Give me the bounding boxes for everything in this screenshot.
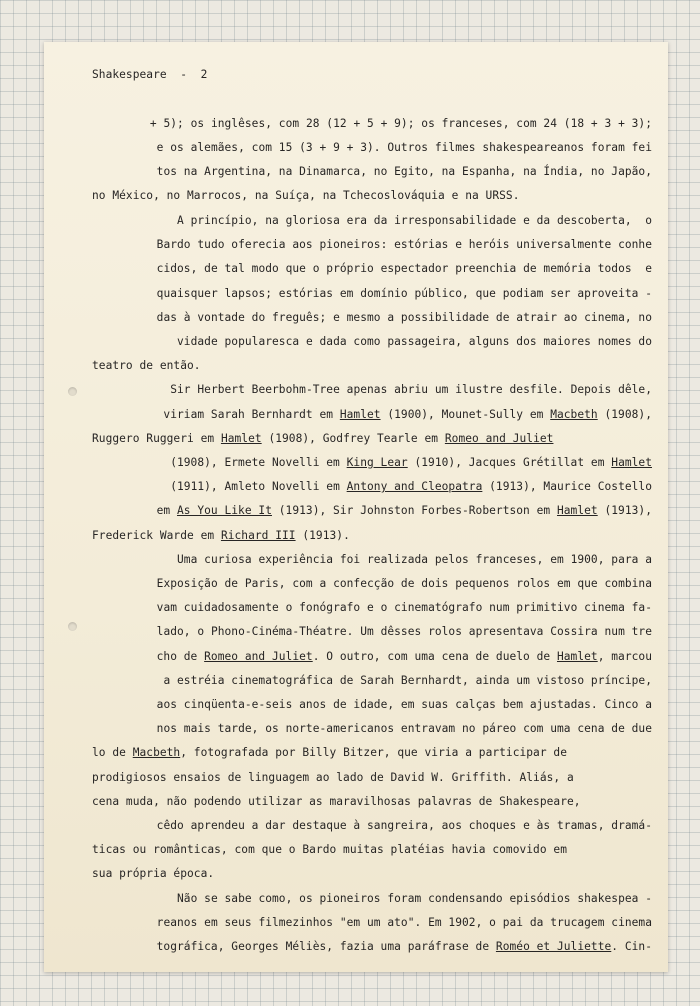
underlined-title: Roméo et Juliette <box>495 940 612 953</box>
underlined-title: Hamlet <box>556 650 598 663</box>
text-line: tos na Argentina, na Dinamarca, no Egito, na Espanha, na Índia, no Japão, <box>156 165 652 178</box>
underlined-title: As You Like It <box>176 504 272 517</box>
underlined-title: Macbeth <box>132 746 181 759</box>
text-line: reanos em seus filmezinhos "em um ato". Em 1902, o pai da trucagem cinema <box>156 916 652 929</box>
text-line: + 5); os inglêses, com 28 (12 + 5 + 9); os franceses, com 24 (18 + 3 + 3); <box>149 117 652 130</box>
text-line: lo de Macbeth, fotografada por Billy Bitzer, que viria a participar de <box>92 746 567 759</box>
text-line: das à vontade do freguês; e mesmo a possibilidade de atrair ao cinema, no <box>156 311 652 324</box>
text-line: teatro de então. <box>92 359 201 372</box>
typewritten-page <box>44 42 668 972</box>
underlined-title: Antony and Cleopatra <box>346 480 483 493</box>
punch-hole <box>68 622 77 631</box>
text-line: (1908), Ermete Novelli em King Lear (1910), Jacques Grétillat em Hamlet <box>170 456 652 469</box>
text-line: A princípio, na gloriosa era da irresponsabilidade e da descoberta, o <box>177 214 652 227</box>
text-line: sua própria época. <box>92 867 215 880</box>
underlined-title: Romeo and Juliet <box>444 432 554 445</box>
text-line: (1911), Amleto Novelli em Antony and Cleopatra (1913), Maurice Costello <box>170 480 652 493</box>
underlined-title: Hamlet <box>220 432 262 445</box>
text-line: em As You Like It (1913), Sir Johnston Forbes-Robertson em Hamlet (1913), <box>156 504 652 517</box>
underlined-title: Macbeth <box>550 408 598 421</box>
underlined-title: Hamlet <box>339 408 381 421</box>
text-line: vidade popularesca e dada como passageira, alguns dos maiores nomes do <box>177 335 652 348</box>
text-line: vam cuidadosamente o fonógrafo e o cinematógrafo num primitivo cinema fa- <box>156 601 652 614</box>
text-line: lado, o Phono-Cinéma-Théatre. Um dêsses rolos apresentava Cossira num tre <box>156 625 652 638</box>
underlined-title: Hamlet <box>611 456 652 469</box>
text-line: Ruggero Ruggeri em Hamlet (1908), Godfrey Tearle em Romeo and Juliet <box>92 432 554 445</box>
text-line: cena muda, não podendo utilizar as maravilhosas palavras de Shakespeare, <box>92 795 581 808</box>
text-line: aos cinqüenta-e-seis anos de idade, em suas calças bem ajustadas. Cinco a <box>156 698 652 711</box>
text-line: a estréia cinematográfica de Sarah Bernhardt, ainda um vistoso príncipe, <box>163 674 652 687</box>
text-line: cidos, de tal modo que o próprio espectador preenchia de memória todos e <box>156 262 652 275</box>
text-line: Bardo tudo oferecia aos pioneiros: estórias e heróis universalmente conhe <box>156 238 652 251</box>
text-line: nos mais tarde, os norte-americanos entravam no páreo com uma cena de due <box>156 722 652 735</box>
text-line: Frederick Warde em Richard III (1913). <box>92 529 350 542</box>
text-line: Exposição de Paris, com a confecção de dois pequenos rolos em que combina <box>156 577 652 590</box>
text-line: viriam Sarah Bernhardt em Hamlet (1900), Mounet-Sully em Macbeth (1908), <box>163 408 652 421</box>
text-line: quaisquer lapsos; estórias em domínio público, que podiam ser aproveita - <box>156 287 652 300</box>
underlined-title: King Lear <box>346 456 408 469</box>
punch-hole <box>68 387 77 396</box>
underlined-title: Richard III <box>220 529 296 542</box>
text-line: Sir Herbert Beerbohm-Tree apenas abriu um ilustre desfile. Depois dêle, <box>170 383 652 396</box>
text-line: Uma curiosa experiência foi realizada pelos franceses, em 1900, para a <box>177 553 652 566</box>
text-line: Não se sabe como, os pioneiros foram condensando episódios shakespea - <box>177 892 652 905</box>
text-line: no México, no Marrocos, na Suíça, na Tchecoslováquia e na URSS. <box>92 189 520 202</box>
text-line: ticas ou românticas, com que o Bardo muitas platéias havia comovido em <box>92 843 567 856</box>
underlined-title: Romeo and Juliet <box>204 650 313 663</box>
text-line: cêdo aprendeu a dar destaque à sangreira, aos choques e às tramas, dramá- <box>156 819 652 832</box>
text-line: cho de Romeo and Juliet. O outro, com uma cena de duelo de Hamlet, marcou <box>156 650 652 663</box>
text-line: e os alemães, com 15 (3 + 9 + 3). Outros filmes shakespeareanos foram fei <box>156 141 652 154</box>
text-line: prodigiosos ensaios de linguagem ao lado de David W. Griffith. Aliás, a <box>92 771 574 784</box>
underlined-title: Hamlet <box>556 504 598 517</box>
text-line: tográfica, Georges Méliès, fazia uma paráfrase de Roméo et Juliette. Cin- <box>156 940 652 953</box>
page-header: Shakespeare - 2 <box>92 68 208 81</box>
